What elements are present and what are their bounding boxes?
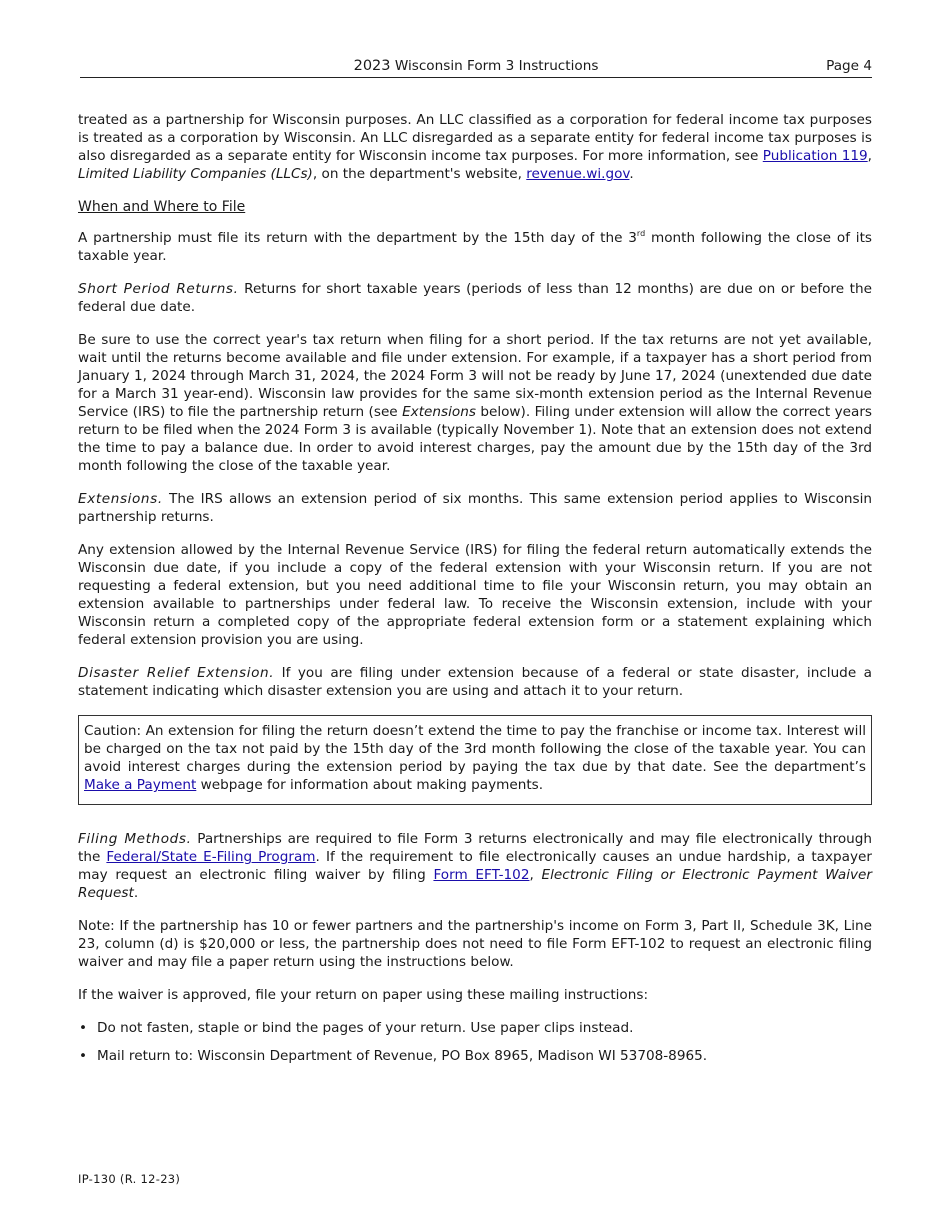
intro-text: treated as a partnership for Wisconsin purposes. An LLC classified as a corporation for federal income tax purposes is treated as a corporation by Wisconsin. An LLC disregarded as a separate entity for federal income tax purposes is also disregarded as a separate entity for Wisconsin income tax purposes. For more information, see: [78, 112, 872, 164]
due-date-text: month following the close of its taxable year.: [78, 230, 872, 264]
list-item-text: Mail return to: Wisconsin Department of Revenue, PO Box 8965, Madison WI 53708-8965.: [97, 1048, 708, 1064]
header-title-text: Wisconsin Form 3 Instructions: [394, 58, 599, 74]
header-year: 2023: [353, 58, 391, 74]
caution-text: webpage for information about making payments.: [196, 777, 544, 793]
example-text: below). Filing under extension will allow the correct years return to be filed when the 2024 Form 3 is available (typically November 1). Note that an extension does not extend the time to pay a balance due. In order to avoid interest charges, pay the amount due by the 15th day of the 3rd month following the close of the taxable year.: [78, 404, 872, 474]
example-text: Be sure to use the correct year's tax return when filing for a short period. If the tax returns are not yet available, wait until the returns become available and file under extension. For example, if a taxpayer has a short period from January 1, 2024 through March 31, 2024, the 2024 Form 3 will not be ready by June 17, 2024 (unextended due date for a March 31 year-end). Wisconsin law provides for the same six-month extension period as the Internal Revenue Service (IRS) to file the partnership return (see: [78, 332, 872, 420]
bullet-icon: •: [79, 1020, 88, 1036]
extensions-text: The IRS allows an extension period of six months. This same extension period applies to Wisconsin partnership returns.: [78, 491, 872, 525]
list-item: [78, 1019, 872, 1037]
caution-paragraph: [84, 722, 866, 794]
short-period-text: Returns for short taxable years (periods of less than 12 months) are due on or before the federal due date.: [78, 281, 872, 315]
ordinal-suffix: rd: [636, 229, 646, 238]
waiver-form-title: Electronic Filing or Electronic Payment Waiver Request: [78, 867, 872, 901]
due-date-paragraph: [78, 229, 872, 265]
llc-title: Limited Liability Companies (LLCs): [78, 166, 313, 182]
federal-extension-paragraph: Any extension allowed by the Internal Revenue Service (IRS) for filing the federal return automatically extends the Wisconsin due date, if you include a copy of the federal extension with your Wisconsin return. If you are not requesting a federal extension, but you need additional time to file your Wisconsin return, you may obtain an extension available to partnerships under federal law. To receive the Wisconsin extension, include with your Wisconsin return a completed copy of the appropriate federal extension form or a statement explaining which federal extension provision you are using.: [78, 542, 872, 648]
list-item-text: Do not fasten, staple or bind the pages of your return. Use paper clips instead.: [97, 1020, 634, 1036]
form-code: IP-130 (R. 12-23): [78, 1172, 181, 1186]
publication-119-link[interactable]: Publication 119: [762, 148, 868, 164]
disaster-text: If you are filing under extension because of a federal or state disaster, include a statement indicating which disaster extension you are using and attach it to your return.: [78, 665, 872, 699]
extensions-paragraph: [78, 490, 872, 526]
waiver-paragraph: If the waiver is approved, file your return on paper using these mailing instructions:: [78, 987, 649, 1003]
header-title: [80, 57, 872, 75]
page-number: Page 4: [826, 58, 872, 74]
filing-text: ,: [529, 867, 542, 883]
form-eft-102-link[interactable]: Form EFT-102: [433, 867, 530, 883]
mailing-instructions-list: [78, 1019, 872, 1065]
short-period-paragraph: [78, 280, 872, 316]
disaster-paragraph: [78, 664, 872, 700]
revenue-website-link[interactable]: revenue.wi.gov: [526, 166, 630, 182]
extensions-heading: Extensions.: [78, 491, 163, 507]
disaster-heading: Disaster Relief Extension.: [78, 665, 275, 681]
section-heading: When and Where to File: [78, 199, 246, 215]
list-item: [78, 1047, 872, 1065]
short-period-heading: Short Period Returns.: [78, 281, 239, 297]
filing-methods-paragraph: [78, 830, 872, 902]
intro-text: .: [629, 166, 634, 182]
make-a-payment-link[interactable]: Make a Payment: [84, 777, 197, 793]
document-body: [78, 111, 872, 1075]
filing-text: .: [133, 885, 139, 901]
efiling-program-link[interactable]: Federal/State E-Filing Program: [106, 849, 316, 865]
intro-text: ,: [867, 148, 872, 164]
filing-methods-heading: Filing Methods.: [78, 831, 192, 847]
filing-text: . If the requirement to file electronically causes an undue hardship, a taxpayer may request an electronic filing waiver by filing: [78, 849, 872, 883]
note-paragraph: Note: If the partnership has 10 or fewer partners and the partnership's income on Form 3, Part II, Schedule 3K, Line 23, column (d) is $20,000 or less, the partnership does not need to file Form EFT-102 to request an electronic filing waiver and may file a paper return using the instructions below.: [78, 918, 872, 970]
page-header: [80, 55, 872, 78]
caution-box: [78, 715, 872, 805]
short-period-example-paragraph: [78, 331, 872, 475]
filing-text: Partnerships are required to file Form 3 returns electronically and may file electronically through the: [78, 831, 873, 865]
extensions-reference: Extensions: [402, 404, 476, 420]
intro-paragraph: [78, 111, 872, 183]
due-date-text: A partnership must file its return with the department by the 15th day of the 3: [78, 230, 637, 246]
intro-text: , on the department's website,: [312, 166, 527, 182]
caution-text: Caution: An extension for filing the return doesn’t extend the time to pay the franchise or income tax. Interest will be charged on the tax not paid by the 15th day of the 3rd month following the close of the taxable year. You can avoid interest charges during the extension period by paying the tax due by that date. See the department’s: [84, 723, 866, 775]
bullet-icon: •: [79, 1048, 88, 1064]
